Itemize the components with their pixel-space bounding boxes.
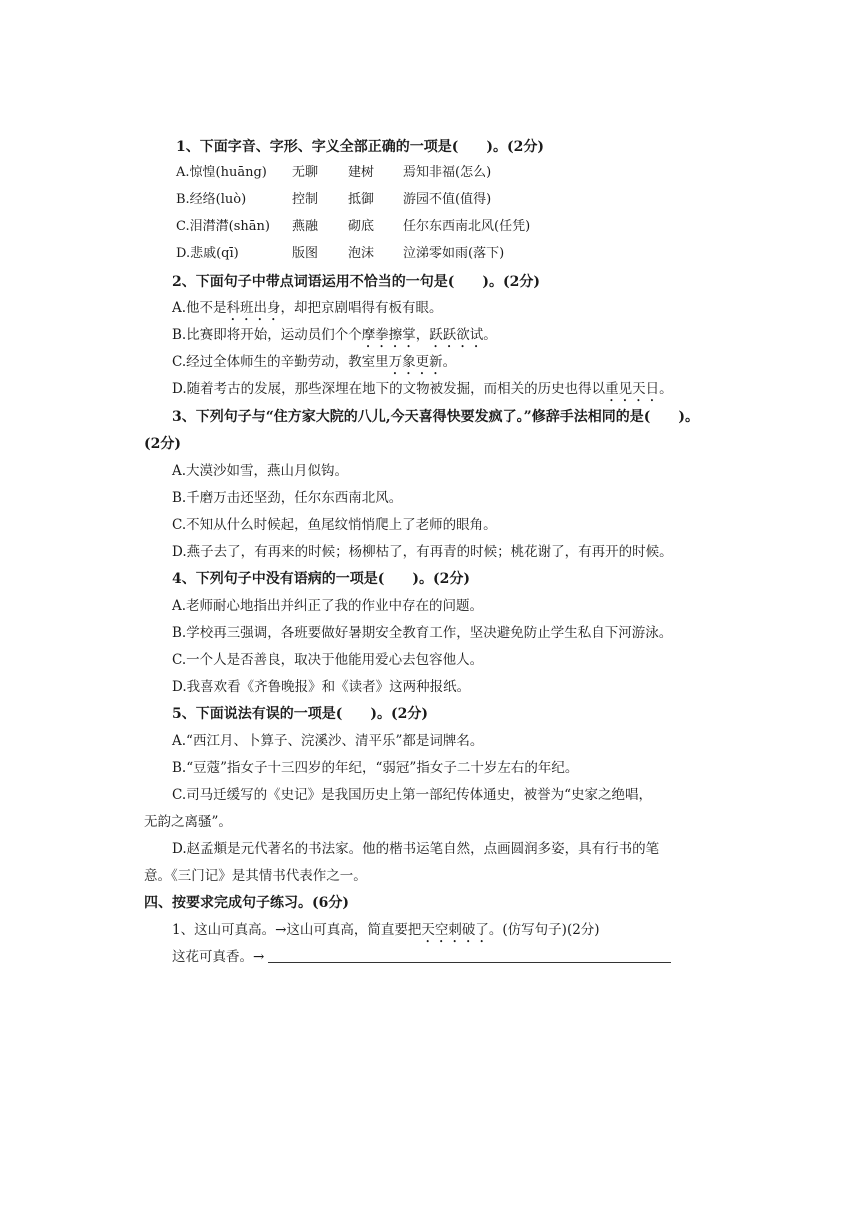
q2-b-dotted-1: 摩拳擦掌 [361,327,416,343]
q2-b-text-post: 。 [483,327,497,343]
section4-item1 [172,921,600,946]
q2-option-c [172,353,456,378]
q2-c-text-post: 。 [442,354,457,370]
q3-score: (2分) [144,436,181,452]
q5-option-b: B.“豆蔻”指女子十三四岁的年纪，“弱冠”指女子二十岁左右的年纪。 [172,760,579,776]
q2-c-dotted: 万象更新 [388,354,443,370]
q5-option-d-line2: 意。《三门记》是其情书代表作之一。 [144,868,367,884]
q4-option-a: A.老师耐心地指出并纠正了我的作业中存在的问题。 [172,598,484,614]
q1-option-a-w1: 无聊 [292,165,319,180]
q2-option-a [172,299,443,324]
q2-a-text-pre: A.他不是 [172,300,227,316]
q1-option-b-label: B.经络(luò) [176,192,247,207]
q2-option-d [172,380,673,405]
q1-option-d-w2: 泡沫 [348,246,375,261]
q2-b-dotted-2: 跃跃欲试 [429,327,484,343]
q1-option-a-w3: 焉知非福(怎么) [403,165,492,180]
q5-option-d-line1: D.赵孟頫是元代著名的书法家。他的楷书运笔自然，点画圆润多姿，具有行书的笔 [172,841,660,857]
q5-option-c-line1: C.司马迁缓写的《史记》是我国历史上第一部纪传体通史，被誉为“史家之绝唱， [172,787,653,803]
q1-option-c-w1: 燕融 [292,219,319,234]
q3-option-d: D.燕子去了，有再来的时候；杨柳枯了，有再青的时候；桃花谢了，有再开的时候。 [172,544,673,560]
q2-d-text-post: 。 [659,381,673,397]
q1-option-a-label: A.惊惶(huāng) [176,165,267,180]
q4-option-c: C.一个人是否善良，取决于他能用爱心去包容他人。 [172,652,484,668]
q4-option-d: D.我喜欢看《齐鲁晚报》和《读者》这两种报纸。 [172,679,471,695]
q2-a-dotted: 科班出身 [226,300,281,316]
q3-option-b: B.千磨万击还坚劲，任尔东西南北风。 [172,490,403,506]
q1-option-d-w3: 泣涕零如雨(落下) [403,246,505,261]
q1-stem: 1、下面字音、字形、字义全部正确的一项是( )。(2分) [176,139,544,155]
q3-stem: 3、下列句子与“住方家大院的八儿,今天喜得快要发疯了。”修辞手法相同的是( )。 [172,409,699,425]
q4-option-b: B.学校再三强调，各班要做好暑期安全教育工作，坚决避免防止学生私自下河游泳。 [172,625,673,641]
q3-option-a: A.大漠沙如雪，燕山月似钩。 [172,463,349,479]
q2-b-text-mid: ， [415,327,430,343]
q5-option-c-line2: 无韵之离骚”。 [144,814,232,830]
q2-b-text-pre: B.比赛即将开始，运动员们个个 [172,327,362,343]
q2-d-text-pre: D.随着考古的发展，那些深埋在地下的文物被发掘，而相关的历史也得以 [172,381,606,397]
q1-option-b-w2: 抵御 [348,192,375,207]
q1-option-a-w2: 建树 [348,165,375,180]
q2-option-b [172,326,497,351]
q2-a-text-post: ，却把京剧唱得有板有眼。 [280,300,443,316]
q1-option-b-w1: 控制 [292,192,319,207]
section4-prompt: 这花可真香。→ [172,949,265,965]
q3-option-c: C.不知从什么时候起，鱼尾纹悄悄爬上了老师的眼角。 [172,517,497,533]
q5-stem: 5、下面说法有误的一项是( )。(2分) [172,706,428,722]
q1-option-c-w3: 任尔东西南北风(任凭) [403,219,531,234]
answer-blank-line[interactable] [268,962,671,963]
section4-item1-dotted: 天空刺破了 [421,922,489,938]
section4-item1-post: 。(仿写句子)(2分) [488,922,600,938]
q2-d-dotted: 重见天日 [605,381,660,397]
q1-option-c-label: C.泪潸潸(shān) [176,219,270,234]
q2-stem: 2、下面句子中带点词语运用不恰当的一句是( )。(2分) [172,274,540,290]
q1-option-b-w3: 游园不值(值得) [403,192,492,207]
q1-option-d-w1: 版图 [292,246,319,261]
q4-stem: 4、下列句子中没有语病的一项是( )。(2分) [172,571,470,587]
section4-title: 四、按要求完成句子练习。(6分) [144,895,349,911]
q1-option-c-w2: 砌底 [348,219,375,234]
q2-c-text-pre: C.经过全体师生的辛勤劳动，教室里 [172,354,389,370]
q1-option-d-label: D.悲戚(qī) [176,246,239,261]
section4-item1-pre: 1、这山可真高。→这山可真高，简直要把 [172,922,422,938]
q5-option-a: A.“西江月、卜算子、浣溪沙、清平乐”都是词牌名。 [172,733,484,749]
